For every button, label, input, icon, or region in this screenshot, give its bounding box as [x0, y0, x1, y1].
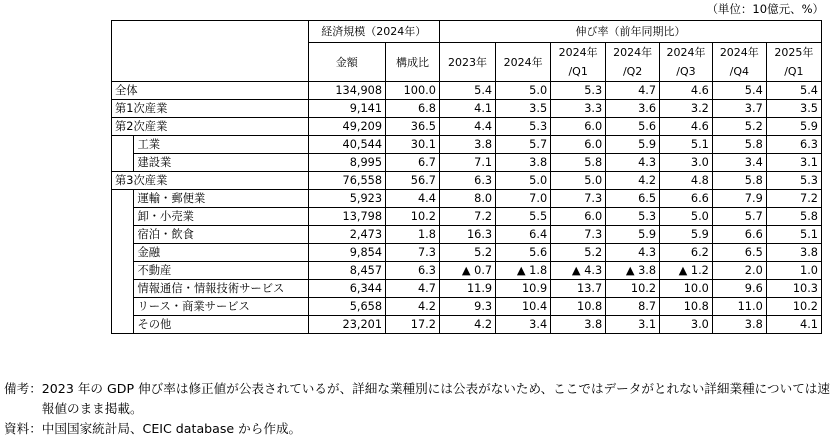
table-row	[112, 100, 822, 118]
growth-cell: 4.3	[606, 154, 660, 172]
share-cell: 4.2	[386, 298, 440, 316]
amount-cell: 6,344	[308, 280, 386, 298]
growth-cell: 4.6	[660, 118, 713, 136]
growth-cell: 5.1	[766, 226, 821, 244]
growth-cell: 3.7	[712, 100, 766, 118]
growth-cell: 5.1	[660, 136, 713, 154]
growth-cell: 4.7	[606, 82, 660, 100]
growth-cell: 3.2	[660, 100, 713, 118]
indent-cell	[112, 226, 134, 244]
growth-cell: ▲ 1.2	[660, 262, 713, 280]
growth-cell: 4.3	[606, 244, 660, 262]
growth-cell: 6.4	[496, 226, 551, 244]
growth-cell: 10.9	[496, 280, 551, 298]
growth-cell: 5.9	[606, 226, 660, 244]
amount-cell: 76,558	[308, 172, 386, 190]
scale-group-header: 経済規模（2024年）	[308, 21, 439, 43]
growth-cell: 5.8	[551, 154, 606, 172]
q1-2025-header-bottom: /Q1	[766, 62, 821, 82]
growth-cell: 5.9	[660, 226, 713, 244]
source-label: 資料：	[4, 421, 42, 436]
growth-cell: ▲ 1.8	[496, 262, 551, 280]
growth-cell: 5.0	[551, 172, 606, 190]
share-header: 構成比	[386, 43, 440, 82]
growth-cell: 7.0	[496, 190, 551, 208]
growth-cell: 7.2	[766, 190, 821, 208]
row-label: 第3次産業	[112, 172, 309, 190]
row-label: 卸・小売業	[134, 208, 308, 226]
share-cell: 17.2	[386, 316, 440, 334]
growth-cell: 7.1	[439, 154, 495, 172]
y2024-header: 2024年	[496, 43, 551, 82]
indent-cell	[112, 280, 134, 298]
amount-cell: 9,141	[308, 100, 386, 118]
growth-cell: 6.2	[660, 244, 713, 262]
amount-cell: 23,201	[308, 316, 386, 334]
amount-cell: 49,209	[308, 118, 386, 136]
notes-section	[4, 379, 836, 439]
growth-cell: 5.5	[496, 208, 551, 226]
growth-cell: 3.3	[551, 100, 606, 118]
growth-cell: 5.7	[496, 136, 551, 154]
source-text: 中国国家統計局、CEIC database から作成。	[41, 421, 302, 436]
q2-2024-header-bottom: /Q2	[606, 62, 660, 82]
growth-cell: 4.1	[439, 100, 495, 118]
growth-group-header: 伸び率（前年同期比）	[439, 21, 821, 43]
growth-cell: 5.9	[766, 118, 821, 136]
growth-cell: 4.2	[439, 316, 495, 334]
row-label: 工業	[134, 136, 308, 154]
growth-cell: 6.5	[712, 244, 766, 262]
growth-cell: 5.3	[606, 208, 660, 226]
growth-cell: 6.5	[606, 190, 660, 208]
amount-cell: 13,798	[308, 208, 386, 226]
growth-cell: 8.0	[439, 190, 495, 208]
amount-cell: 8,457	[308, 262, 386, 280]
table-row	[112, 316, 822, 334]
growth-cell: 6.6	[660, 190, 713, 208]
growth-cell: 9.3	[439, 298, 495, 316]
growth-cell: 7.2	[439, 208, 495, 226]
share-cell: 6.7	[386, 154, 440, 172]
indent-cell	[112, 316, 134, 334]
q3-2024-header-bottom: /Q3	[660, 62, 713, 82]
table-row	[112, 226, 822, 244]
growth-cell: 10.8	[551, 298, 606, 316]
row-label: 運輸・郵便業	[134, 190, 308, 208]
growth-cell: ▲ 4.3	[551, 262, 606, 280]
growth-cell: 7.3	[551, 190, 606, 208]
table-row	[112, 262, 822, 280]
growth-cell: 4.4	[439, 118, 495, 136]
amount-cell: 40,544	[308, 136, 386, 154]
q3-2024-header-top: 2024年	[660, 43, 713, 63]
table-row	[112, 82, 822, 100]
growth-cell: 10.4	[496, 298, 551, 316]
growth-cell: 5.4	[766, 82, 821, 100]
share-cell: 6.8	[386, 100, 440, 118]
table-row	[112, 172, 822, 190]
amount-cell: 5,923	[308, 190, 386, 208]
row-label: 建設業	[134, 154, 308, 172]
growth-cell: 3.6	[606, 100, 660, 118]
growth-cell: 1.0	[766, 262, 821, 280]
growth-cell: ▲ 3.8	[606, 262, 660, 280]
source-note	[4, 419, 836, 439]
growth-cell: 5.2	[439, 244, 495, 262]
share-cell: 56.7	[386, 172, 440, 190]
growth-cell: 3.4	[496, 316, 551, 334]
growth-cell: 3.8	[551, 316, 606, 334]
growth-cell: 10.3	[766, 280, 821, 298]
y2023-header: 2023年	[439, 43, 495, 82]
indent-cell	[112, 190, 134, 208]
growth-cell: 6.6	[712, 226, 766, 244]
growth-cell: 3.8	[766, 244, 821, 262]
growth-cell: 6.3	[766, 136, 821, 154]
growth-cell: 8.7	[606, 298, 660, 316]
growth-cell: 3.4	[712, 154, 766, 172]
amount-cell: 5,658	[308, 298, 386, 316]
amount-header: 金額	[308, 43, 386, 82]
growth-cell: 4.6	[660, 82, 713, 100]
growth-cell: 6.3	[439, 172, 495, 190]
remarks-note	[4, 379, 836, 419]
q4-2024-header-bottom: /Q4	[712, 62, 766, 82]
share-cell: 30.1	[386, 136, 440, 154]
remarks-label: 備考：	[4, 381, 42, 396]
share-cell: 7.3	[386, 244, 440, 262]
table-row	[112, 244, 822, 262]
growth-cell: ▲ 0.7	[439, 262, 495, 280]
growth-cell: 5.4	[712, 82, 766, 100]
row-label: 不動産	[134, 262, 308, 280]
growth-cell: 5.0	[660, 208, 713, 226]
growth-cell: 16.3	[439, 226, 495, 244]
growth-cell: 2.0	[712, 262, 766, 280]
growth-cell: 5.9	[606, 136, 660, 154]
growth-cell: 3.1	[766, 154, 821, 172]
growth-cell: 5.6	[496, 244, 551, 262]
remarks-text: 2023 年の GDP 伸び率は修正値が公表されているが、詳細な業種別には公表がないため、ここではデータがとれない詳細業種については速報値のまま掲載。	[41, 381, 830, 416]
indent-cell	[112, 244, 134, 262]
growth-cell: 4.1	[766, 316, 821, 334]
growth-cell: 9.6	[712, 280, 766, 298]
row-label: 情報通信・情報技術サービス	[134, 280, 308, 298]
growth-cell: 5.2	[551, 244, 606, 262]
share-cell: 100.0	[386, 82, 440, 100]
growth-cell: 5.8	[766, 208, 821, 226]
table-row	[112, 208, 822, 226]
growth-cell: 5.8	[712, 136, 766, 154]
q1-2025-header-top: 2025年	[766, 43, 821, 63]
growth-cell: 5.7	[712, 208, 766, 226]
growth-cell: 5.0	[496, 82, 551, 100]
indent-cell	[112, 262, 134, 280]
indent-cell	[112, 298, 134, 316]
row-label: その他	[134, 316, 308, 334]
growth-cell: 3.5	[496, 100, 551, 118]
growth-cell: 10.2	[606, 280, 660, 298]
gdp-table	[111, 20, 822, 334]
table-row	[112, 154, 822, 172]
growth-cell: 3.0	[660, 154, 713, 172]
row-label: 第2次産業	[112, 118, 309, 136]
growth-cell: 3.0	[660, 316, 713, 334]
header-row-1	[112, 21, 822, 43]
q2-2024-header-top: 2024年	[606, 43, 660, 63]
share-cell: 6.3	[386, 262, 440, 280]
share-cell: 36.5	[386, 118, 440, 136]
corner-cell	[112, 21, 309, 82]
amount-cell: 2,473	[308, 226, 386, 244]
growth-cell: 5.3	[766, 172, 821, 190]
growth-cell: 5.3	[551, 82, 606, 100]
growth-cell: 6.0	[551, 208, 606, 226]
growth-cell: 3.8	[439, 136, 495, 154]
table-row	[112, 136, 822, 154]
unit-note: （単位：10億元、%）	[706, 2, 824, 16]
q1-2024-header-bottom: /Q1	[551, 62, 606, 82]
indent-cell	[112, 208, 134, 226]
growth-cell: 3.5	[766, 100, 821, 118]
growth-cell: 5.8	[712, 172, 766, 190]
growth-cell: 3.8	[496, 154, 551, 172]
growth-cell: 4.8	[660, 172, 713, 190]
growth-cell: 4.2	[606, 172, 660, 190]
indent-cell	[112, 136, 134, 154]
share-cell: 1.8	[386, 226, 440, 244]
growth-cell: 6.0	[551, 136, 606, 154]
q1-2024-header-top: 2024年	[551, 43, 606, 63]
table-row	[112, 298, 822, 316]
growth-cell: 3.8	[712, 316, 766, 334]
q4-2024-header-top: 2024年	[712, 43, 766, 63]
growth-cell: 10.0	[660, 280, 713, 298]
indent-cell	[112, 154, 134, 172]
growth-cell: 3.1	[606, 316, 660, 334]
amount-cell: 134,908	[308, 82, 386, 100]
share-cell: 10.2	[386, 208, 440, 226]
growth-cell: 10.2	[766, 298, 821, 316]
share-cell: 4.4	[386, 190, 440, 208]
row-label: 第1次産業	[112, 100, 309, 118]
row-label: 宿泊・飲食	[134, 226, 308, 244]
table-row	[112, 190, 822, 208]
growth-cell: 5.2	[712, 118, 766, 136]
table-row	[112, 280, 822, 298]
growth-cell: 10.8	[660, 298, 713, 316]
row-label: 金融	[134, 244, 308, 262]
growth-cell: 11.0	[712, 298, 766, 316]
growth-cell: 5.0	[496, 172, 551, 190]
growth-cell: 5.3	[496, 118, 551, 136]
growth-cell: 7.3	[551, 226, 606, 244]
table-row	[112, 118, 822, 136]
growth-cell: 7.9	[712, 190, 766, 208]
row-label: リース・商業サービス	[134, 298, 308, 316]
growth-cell: 5.4	[439, 82, 495, 100]
growth-cell: 6.0	[551, 118, 606, 136]
amount-cell: 9,854	[308, 244, 386, 262]
share-cell: 4.7	[386, 280, 440, 298]
amount-cell: 8,995	[308, 154, 386, 172]
growth-cell: 11.9	[439, 280, 495, 298]
growth-cell: 13.7	[551, 280, 606, 298]
row-label: 全体	[112, 82, 309, 100]
growth-cell: 5.6	[606, 118, 660, 136]
